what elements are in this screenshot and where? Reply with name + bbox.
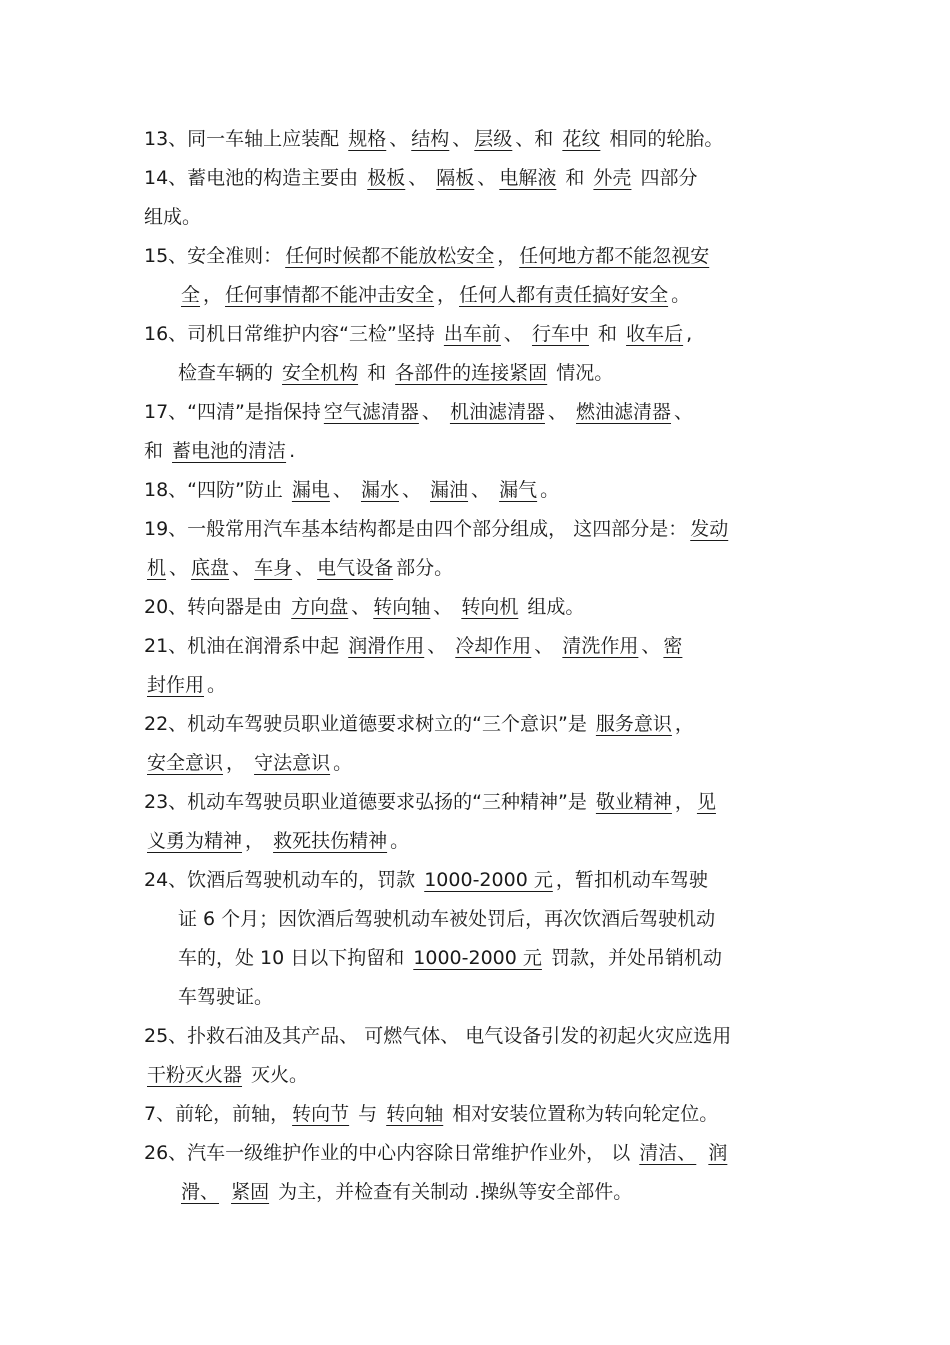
question-line xyxy=(144,393,814,432)
question-line xyxy=(144,822,814,861)
question-text: 组成。 xyxy=(144,206,202,228)
question-text: 组成。 xyxy=(521,596,585,618)
question-text: 20、转向器是由 xyxy=(144,596,289,618)
answer-blank: 密 xyxy=(663,635,683,657)
question-text: 。 xyxy=(390,830,410,852)
question-line xyxy=(144,315,814,354)
question-line xyxy=(144,237,814,276)
answer-blank: 紧固 xyxy=(231,1181,270,1203)
answer-blank: 漏电 xyxy=(291,479,330,501)
question-text: 。 xyxy=(207,674,227,696)
question-text: 部分。 xyxy=(396,557,454,579)
answer-blank: 润滑作用 xyxy=(348,635,425,657)
question-item xyxy=(144,705,814,783)
question-line xyxy=(144,1095,814,1134)
answer-blank: 漏水 xyxy=(360,479,399,501)
answer-blank: 封作用 xyxy=(147,674,205,696)
question-line xyxy=(144,159,814,198)
answer-blank: 方向盘 xyxy=(291,596,349,618)
question-text: 相对安装位置称为转向轮定位。 xyxy=(446,1103,719,1125)
question-line xyxy=(144,1017,814,1056)
question-item xyxy=(144,159,814,237)
answer-blank: 外壳 xyxy=(593,167,632,189)
answer-blank: 服务意识 xyxy=(595,713,672,735)
question-text: ， xyxy=(674,791,694,813)
question-text: 21、机油在润滑系中起 xyxy=(144,635,346,657)
answer-blank: 规格 xyxy=(348,128,387,150)
question-text: 。 xyxy=(333,752,353,774)
question-line xyxy=(144,1173,814,1212)
answer-blank: 隔板 xyxy=(436,167,475,189)
question-item xyxy=(144,783,814,861)
answer-blank: 转向轴 xyxy=(373,596,431,618)
question-text: 15、安全准则： xyxy=(144,245,283,267)
question-text: 、 xyxy=(232,557,252,579)
question-text: 19、一般常用汽车基本结构都是由四个部分组成， 这四部分是： xyxy=(144,518,688,540)
question-line xyxy=(144,1134,814,1173)
answer-blank: 转向机 xyxy=(461,596,519,618)
question-item xyxy=(144,237,814,315)
answer-blank: 全 xyxy=(181,284,201,306)
answer-blank: 车身 xyxy=(254,557,293,579)
question-line xyxy=(144,1056,814,1095)
answer-blank: 层级 xyxy=(474,128,513,150)
question-text: 和 xyxy=(559,167,591,189)
question-line xyxy=(144,549,814,588)
question-text: 、 xyxy=(503,323,529,345)
answer-blank: 极板 xyxy=(367,167,406,189)
question-text: 车驾驶证。 xyxy=(178,986,274,1008)
answer-blank: 蓄电池的清洁 xyxy=(172,440,287,462)
question-text: 。 xyxy=(671,284,691,306)
question-text: 14、蓄电池的构造主要由 xyxy=(144,167,365,189)
answer-blank: 敬业精神 xyxy=(595,791,672,813)
question-item xyxy=(144,1134,814,1212)
answer-blank: 见 xyxy=(696,791,716,813)
question-text: 灭火。 xyxy=(245,1064,309,1086)
question-text: 检查车辆的 xyxy=(178,362,280,384)
question-text: 、 xyxy=(332,479,358,501)
question-text: 24、饮酒后驾驶机动车的，罚款 xyxy=(144,869,422,891)
question-text: 和 xyxy=(361,362,393,384)
question-line xyxy=(144,198,814,237)
question-line xyxy=(144,705,814,744)
answer-blank: 任何时候都不能放松安全 xyxy=(285,245,495,267)
question-item xyxy=(144,1017,814,1095)
answer-blank: 干粉灭火器 xyxy=(147,1064,243,1086)
question-text: 18、“四防”防止 xyxy=(144,479,289,501)
question-text: 。 xyxy=(540,479,560,501)
question-text: 17、“四清”是指保持 xyxy=(144,401,321,423)
question-item xyxy=(144,588,814,627)
question-text: 、 xyxy=(421,401,447,423)
question-text: 16、司机日常维护内容“三检”坚持 xyxy=(144,323,441,345)
answer-blank: 清洗作用 xyxy=(562,635,639,657)
question-text: 、 xyxy=(547,401,573,423)
question-text: ， xyxy=(497,245,517,267)
question-text: 、 xyxy=(534,635,560,657)
answer-blank: 电气设备 xyxy=(317,557,394,579)
question-text: 、 xyxy=(641,635,661,657)
question-item xyxy=(144,393,814,471)
answer-blank: 安全意识 xyxy=(147,752,224,774)
answer-blank: 花纹 xyxy=(562,128,601,150)
answer-blank: 漏油 xyxy=(430,479,469,501)
question-text: 、 xyxy=(408,167,434,189)
answer-blank: 电解液 xyxy=(499,167,557,189)
question-text: ， xyxy=(203,284,223,306)
answer-blank: 各部件的连接紧固 xyxy=(395,362,548,384)
answer-blank: 底盘 xyxy=(191,557,230,579)
answer-blank: 转向轴 xyxy=(386,1103,444,1125)
answer-blank: 救死扶伤精神 xyxy=(273,830,388,852)
answer-blank: 行车中 xyxy=(531,323,589,345)
question-item xyxy=(144,120,814,159)
question-text: 7、前轮，前轴， xyxy=(144,1103,290,1125)
question-item xyxy=(144,315,814,393)
answer-blank: 任何事情都不能冲击安全 xyxy=(225,284,435,306)
question-line xyxy=(144,666,814,705)
question-text: 22、机动车驾驶员职业道德要求树立的“三个意识”是 xyxy=(144,713,593,735)
question-line xyxy=(144,354,814,393)
answer-blank: 结构 xyxy=(411,128,450,150)
question-line xyxy=(144,939,814,978)
question-text: 、 xyxy=(169,557,189,579)
answer-blank: 转向节 xyxy=(292,1103,350,1125)
answer-blank: 空气滤清器 xyxy=(323,401,419,423)
question-line xyxy=(144,588,814,627)
question-text: 相同的轮胎。 xyxy=(603,128,724,150)
question-text: 、 xyxy=(295,557,315,579)
question-text: , xyxy=(686,323,693,345)
answer-blank: 冷却作用 xyxy=(455,635,532,657)
answer-blank: 滑、 xyxy=(181,1181,220,1203)
question-text: 、 xyxy=(477,167,497,189)
question-item xyxy=(144,861,814,1017)
question-text: ， xyxy=(226,752,252,774)
question-text: 四部分 xyxy=(634,167,698,189)
question-text: 13、同一车轴上应装配 xyxy=(144,128,346,150)
question-text: 、 xyxy=(401,479,428,501)
answer-blank: 出车前 xyxy=(443,323,501,345)
question-line xyxy=(144,900,814,939)
answer-blank: 收车后 xyxy=(626,323,684,345)
answer-blank: 机 xyxy=(147,557,167,579)
question-text: 26、汽车一级维护作业的中心内容除日常维护作业外， 以 xyxy=(144,1142,637,1164)
question-text: 、 xyxy=(427,635,453,657)
question-text: 、和 xyxy=(515,128,560,150)
question-text: ， xyxy=(245,830,271,852)
question-line xyxy=(144,471,814,510)
question-text: 与 xyxy=(352,1103,384,1125)
answer-blank: 义勇为精神 xyxy=(147,830,243,852)
question-text: ，暂扣机动车驾驶 xyxy=(555,869,708,891)
question-line xyxy=(144,861,814,900)
question-text: ， xyxy=(437,284,457,306)
question-text: 、 xyxy=(674,401,694,423)
answer-blank: 清洁、 xyxy=(639,1142,697,1164)
question-list xyxy=(144,120,814,1212)
answer-blank: 机油滤清器 xyxy=(449,401,545,423)
question-line xyxy=(144,783,814,822)
question-text: 25、扑救石油及其产品、 可燃气体、 电气设备引发的初起火灾应选用 xyxy=(144,1025,732,1047)
question-text: 、 xyxy=(433,596,459,618)
question-text: 罚款，并处吊销机动 xyxy=(544,947,722,969)
question-item xyxy=(144,1095,814,1134)
question-text: 、 xyxy=(389,128,409,150)
question-line xyxy=(144,510,814,549)
question-text: 情况。 xyxy=(550,362,614,384)
question-item xyxy=(144,510,814,588)
question-line xyxy=(144,744,814,783)
answer-blank: 漏气 xyxy=(499,479,538,501)
question-item xyxy=(144,471,814,510)
question-text: 车的，处 10 日以下拘留和 xyxy=(178,947,411,969)
answer-blank: 燃油滤清器 xyxy=(576,401,672,423)
answer-blank: 润 xyxy=(708,1142,728,1164)
question-line xyxy=(144,120,814,159)
question-item xyxy=(144,627,814,705)
question-line xyxy=(144,978,814,1017)
question-text: 23、机动车驾驶员职业道德要求弘扬的“三种精神”是 xyxy=(144,791,593,813)
question-text: . xyxy=(289,440,296,462)
question-text: 、 xyxy=(471,479,497,501)
answer-blank: 1000-2000 元 xyxy=(424,869,553,891)
question-line xyxy=(144,432,814,471)
answer-blank: 守法意识 xyxy=(254,752,331,774)
question-text: 证 6 个月；因饮酒后驾驶机动车被处罚后，再次饮酒后驾驶机动 xyxy=(178,908,716,930)
question-line xyxy=(144,627,814,666)
answer-blank: 发动 xyxy=(690,518,729,540)
question-text: 、 xyxy=(452,128,472,150)
answer-blank: 任何地方都不能忽视安 xyxy=(519,245,710,267)
question-text: 、 xyxy=(351,596,371,618)
question-text: 和 xyxy=(144,440,170,462)
answer-blank: 安全机构 xyxy=(282,362,359,384)
answer-blank: 1000-2000 元 xyxy=(413,947,542,969)
question-text: 和 xyxy=(591,323,624,345)
question-line xyxy=(144,276,814,315)
question-text: 为主，并检查有关制动 .操纵等安全部件。 xyxy=(272,1181,633,1203)
answer-blank: 任何人都有责任搞好安全 xyxy=(459,284,669,306)
question-text: ， xyxy=(674,713,694,735)
